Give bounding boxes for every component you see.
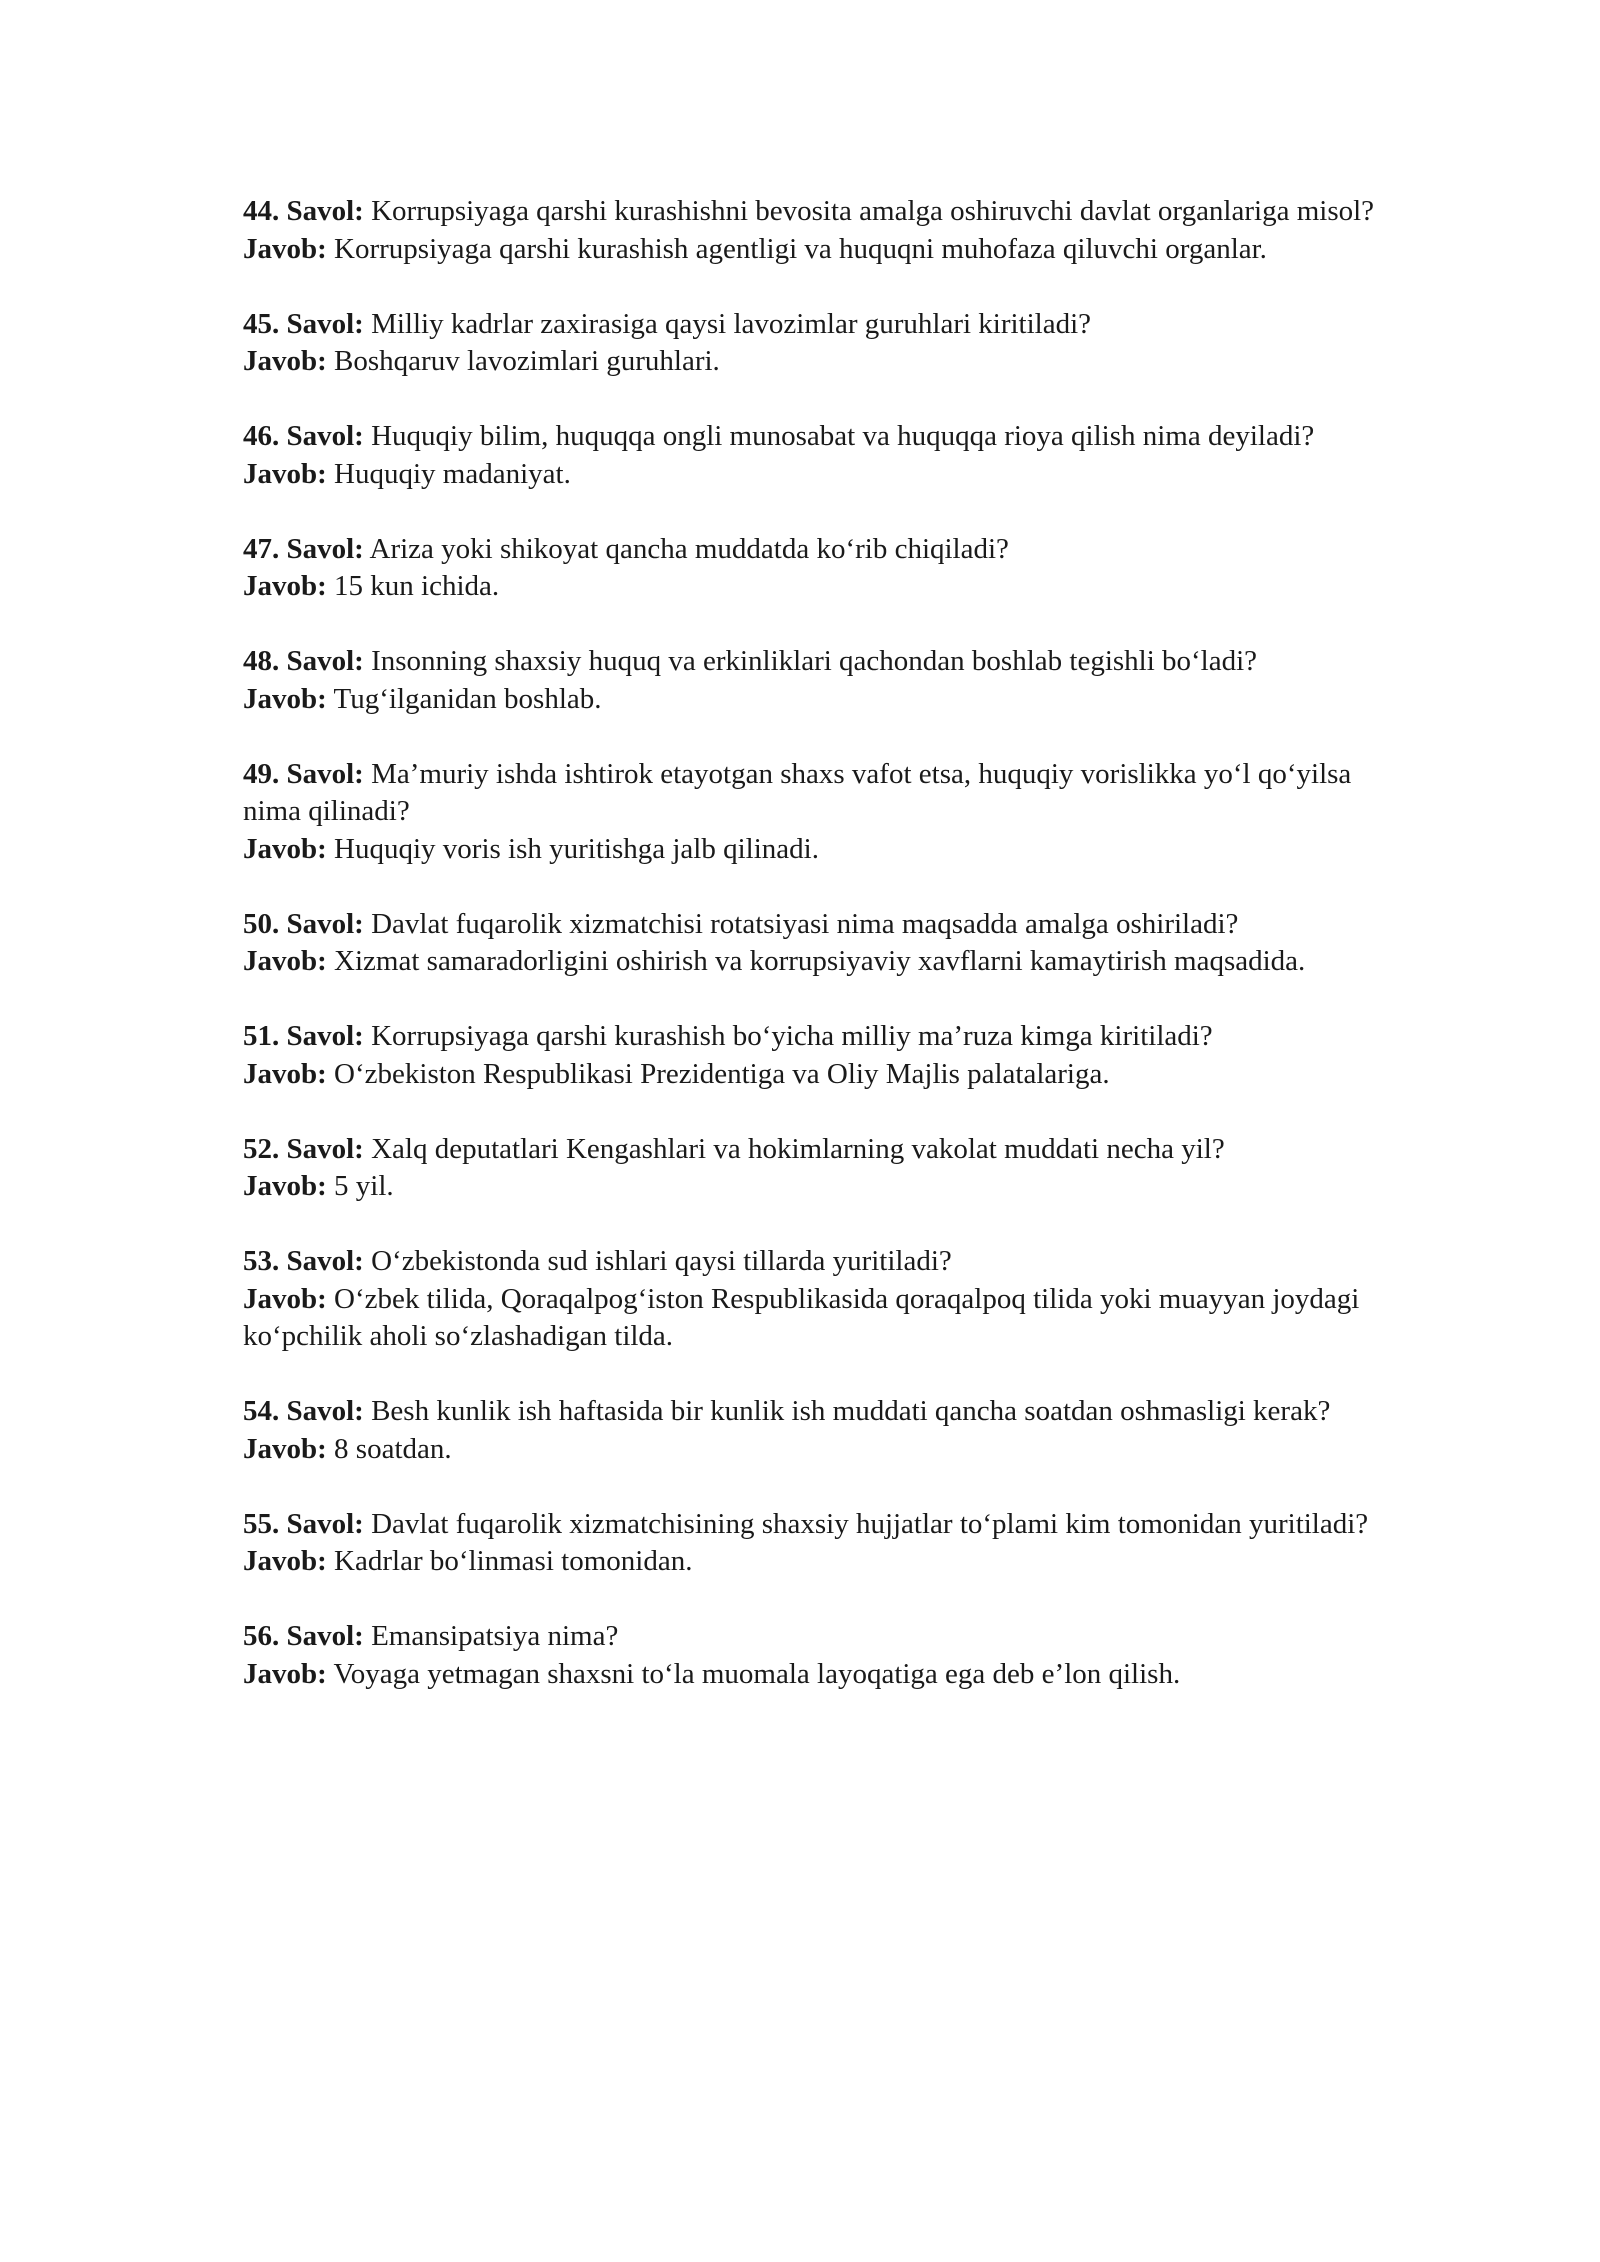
answer-line xyxy=(243,1281,1383,1356)
question-line xyxy=(243,756,1383,831)
question-text: O‘zbekistonda sud ishlari qaysi tillarda yuritiladi? xyxy=(371,1245,952,1277)
question-line xyxy=(243,1018,1383,1056)
answer-label: Javob: xyxy=(243,682,327,715)
question-line xyxy=(243,1131,1383,1169)
answer-line xyxy=(243,456,1383,494)
qa-item-45 xyxy=(243,306,1383,381)
qa-item-47 xyxy=(243,531,1383,606)
qa-item-50 xyxy=(243,906,1383,981)
answer-label: Javob: xyxy=(243,1545,327,1577)
answer-label: Javob: xyxy=(243,1170,327,1202)
answer-text: O‘zbek tilida, Qoraqalpog‘iston Respublikasida qoraqalpoq tilida yoki muayyan joydagi ko‘pchilik aholi so‘zlashadigan tilda. xyxy=(243,1282,1360,1352)
answer-line xyxy=(243,568,1383,606)
answer-line xyxy=(243,943,1383,981)
question-text: Davlat fuqarolik xizmatchisining shaxsiy hujjatlar to‘plami kim tomonidan yuritiladi? xyxy=(371,1507,1369,1540)
answer-text: Boshqaruv lavozimlari guruhlari. xyxy=(334,345,720,377)
document-page xyxy=(243,193,1383,1731)
question-number: 56. xyxy=(243,1620,280,1652)
question-label: Savol: xyxy=(286,420,364,452)
qa-item-55 xyxy=(243,1506,1383,1581)
question-number: 50. xyxy=(243,907,280,940)
question-line xyxy=(243,1393,1383,1431)
question-line xyxy=(243,193,1383,231)
question-line xyxy=(243,643,1383,681)
answer-text: 8 soatdan. xyxy=(334,1432,452,1465)
question-number: 46. xyxy=(243,420,280,452)
question-line xyxy=(243,531,1383,569)
question-number: 49. xyxy=(243,757,280,790)
question-number: 52. xyxy=(243,1132,280,1165)
answer-line xyxy=(243,1656,1383,1694)
question-number: 48. xyxy=(243,645,280,677)
question-line xyxy=(243,906,1383,944)
question-label: Savol: xyxy=(286,1507,364,1540)
answer-text: Xizmat samaradorligini oshirish va korrupsiyaviy xavflarni kamaytirish maqsadida. xyxy=(334,945,1306,977)
question-text: Insonning shaxsiy huquq va erkinliklari qachondan boshlab tegishli bo‘ladi? xyxy=(371,645,1258,677)
question-line xyxy=(243,1618,1383,1656)
answer-line xyxy=(243,681,1383,719)
answer-line xyxy=(243,1168,1383,1206)
question-number: 53. xyxy=(243,1245,280,1277)
answer-label: Javob: xyxy=(243,232,327,265)
question-number: 51. xyxy=(243,1020,280,1052)
answer-text: Kadrlar bo‘linmasi tomonidan. xyxy=(334,1545,693,1577)
question-number: 45. xyxy=(243,307,280,340)
question-number: 55. xyxy=(243,1507,280,1540)
question-text: Davlat fuqarolik xizmatchisi rotatsiyasi nima maqsadda amalga oshiriladi? xyxy=(371,907,1239,940)
answer-line xyxy=(243,1543,1383,1581)
answer-line xyxy=(243,1431,1383,1469)
question-label: Savol: xyxy=(286,645,364,677)
question-line xyxy=(243,418,1383,456)
qa-item-53 xyxy=(243,1243,1383,1356)
question-label: Savol: xyxy=(286,1245,364,1277)
question-line xyxy=(243,1506,1383,1544)
qa-item-48 xyxy=(243,643,1383,718)
answer-line xyxy=(243,343,1383,381)
question-line xyxy=(243,306,1383,344)
answer-line xyxy=(243,1056,1383,1094)
question-text: Besh kunlik ish haftasida bir kunlik ish muddati qancha soatdan oshmasligi kerak? xyxy=(371,1395,1331,1427)
question-label: Savol: xyxy=(286,1020,364,1052)
answer-label: Javob: xyxy=(243,1282,327,1315)
qa-item-56 xyxy=(243,1618,1383,1693)
answer-text: O‘zbekiston Respublikasi Prezidentiga va Oliy Majlis palatalariga. xyxy=(334,1057,1110,1090)
answer-text: Voyaga yetmagan shaxsni to‘la muomala layoqatiga ega deb e’lon qilish. xyxy=(333,1657,1181,1690)
question-label: Savol: xyxy=(286,1395,364,1427)
answer-line xyxy=(243,231,1383,269)
answer-label: Javob: xyxy=(243,457,327,490)
question-label: Savol: xyxy=(286,757,364,790)
qa-item-54 xyxy=(243,1393,1383,1468)
question-label: Savol: xyxy=(286,907,364,940)
question-label: Savol: xyxy=(286,1620,364,1652)
qa-item-44 xyxy=(243,193,1383,268)
answer-text: Tug‘ilganidan boshlab. xyxy=(333,682,602,715)
question-line xyxy=(243,1243,1383,1281)
question-label: Savol: xyxy=(286,195,364,227)
qa-item-52 xyxy=(243,1131,1383,1206)
question-number: 54. xyxy=(243,1395,280,1427)
question-number: 47. xyxy=(243,532,280,565)
question-text: Xalq deputatlari Kengashlari va hokimlarning vakolat muddati necha yil? xyxy=(371,1132,1225,1165)
answer-line xyxy=(243,831,1383,869)
question-label: Savol: xyxy=(286,532,364,565)
answer-label: Javob: xyxy=(243,1057,327,1090)
answer-label: Javob: xyxy=(243,832,327,865)
answer-label: Javob: xyxy=(243,945,327,977)
question-text: Ma’muriy ishda ishtirok etayotgan shaxs vafot etsa, huquqiy vorislikka yo‘l qo‘yilsa nima qilinadi? xyxy=(243,757,1352,827)
answer-label: Javob: xyxy=(243,1432,327,1465)
qa-item-51 xyxy=(243,1018,1383,1093)
qa-item-49 xyxy=(243,756,1383,869)
question-text: Korrupsiyaga qarshi kurashish bo‘yicha milliy ma’ruza kimga kiritiladi? xyxy=(371,1020,1213,1052)
answer-text: Korrupsiyaga qarshi kurashish agentligi va huquqni muhofaza qiluvchi organlar. xyxy=(334,232,1267,265)
answer-label: Javob: xyxy=(243,1657,327,1690)
question-text: Milliy kadrlar zaxirasiga qaysi lavozimlar guruhlari kiritiladi? xyxy=(371,307,1092,340)
question-text: Ariza yoki shikoyat qancha muddatda ko‘rib chiqiladi? xyxy=(369,532,1009,565)
question-label: Savol: xyxy=(286,307,364,340)
answer-text: Huquqiy madaniyat. xyxy=(334,457,571,490)
answer-label: Javob: xyxy=(243,570,327,602)
answer-text: Huquqiy voris ish yuritishga jalb qilinadi. xyxy=(334,832,819,865)
question-text: Huquqiy bilim, huquqqa ongli munosabat va huquqqa rioya qilish nima deyiladi? xyxy=(371,420,1315,452)
answer-label: Javob: xyxy=(243,345,327,377)
question-label: Savol: xyxy=(286,1132,364,1165)
answer-text: 5 yil. xyxy=(334,1170,394,1202)
question-number: 44. xyxy=(243,195,280,227)
answer-text: 15 kun ichida. xyxy=(334,570,500,602)
qa-item-46 xyxy=(243,418,1383,493)
question-text: Korrupsiyaga qarshi kurashishni bevosita amalga oshiruvchi davlat organlariga misol? xyxy=(371,195,1375,227)
question-text: Emansipatsiya nima? xyxy=(371,1620,619,1652)
